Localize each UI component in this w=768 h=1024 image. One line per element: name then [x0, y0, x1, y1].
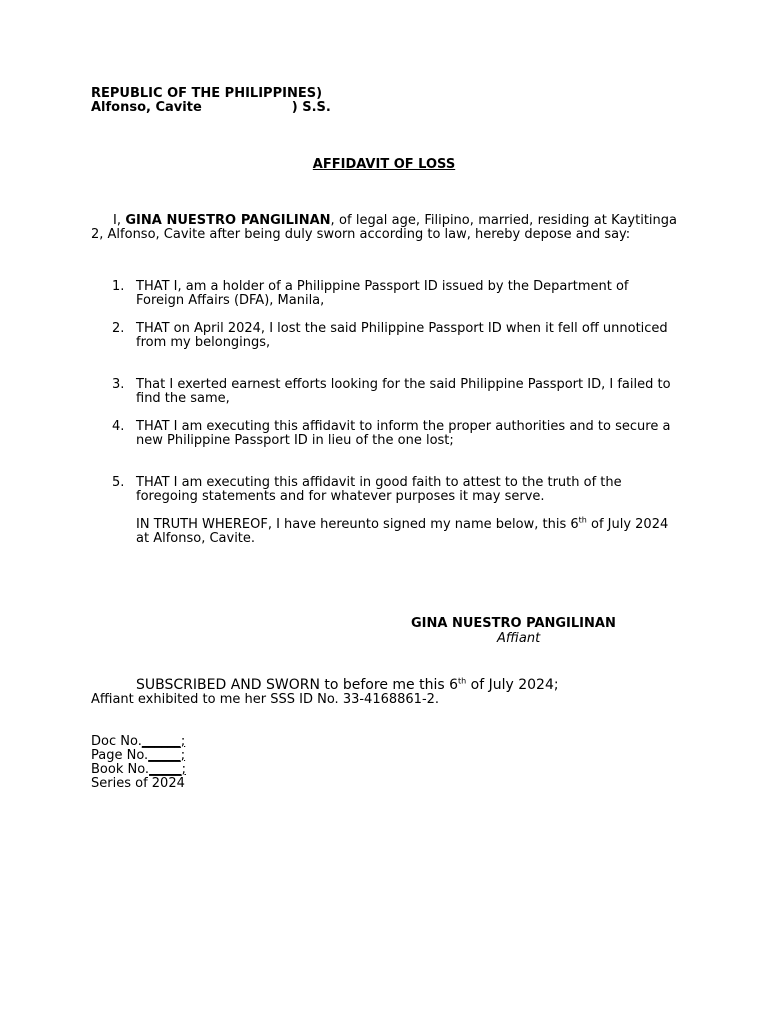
venue-block — [91, 87, 331, 115]
jurat-id-exhibit: Affiant exhibited to me her SSS ID No. 33-4168861-2. — [91, 692, 440, 707]
notarial-registry — [91, 735, 186, 791]
signature-name: GINA NUESTRO PANGILINAN — [411, 616, 616, 631]
truth-text-end: of July 2024 at Alfonso, Cavite. — [136, 517, 669, 546]
book-no-label: Book No. — [91, 762, 150, 777]
intro-rest: , of legal age, Filipino, married, residing at Kaytitinga 2, Alfonso, Cavite after being duly sworn according to law, hereby depose and say: — [91, 213, 677, 242]
venue-place: Alfonso, Cavite — [91, 100, 202, 115]
intro-prefix: I, — [113, 213, 126, 228]
doc-no-blank: ______; — [141, 734, 186, 749]
list-item-number: 3. — [112, 377, 125, 392]
truth-whereof-paragraph — [136, 515, 672, 546]
doc-no-label: Doc No. — [91, 734, 142, 749]
jurat-text-end: of July 2024; — [466, 677, 559, 693]
book-no-line — [91, 763, 186, 777]
jurat-subscribed — [136, 678, 559, 692]
list-item-text: THAT on April 2024, I lost the said Philippine Passport ID when it fell off unnoticed from my belongings, — [136, 321, 668, 350]
document-title: AFFIDAVIT OF LOSS — [312, 157, 456, 172]
truth-ordinal-suffix: th — [578, 515, 587, 525]
series-line: Series of 2024 — [91, 776, 185, 791]
list-item-number: 4. — [112, 419, 125, 434]
list-item-text: That I exerted earnest efforts looking for the said Philippine Passport ID, I failed to find the same, — [136, 377, 671, 406]
list-item-number: 5. — [112, 475, 125, 490]
intro-paragraph — [91, 214, 677, 242]
list-item-text: THAT I am executing this affidavit in good faith to attest to the truth of the foregoing statements and for whatever purposes it may serve. — [136, 475, 622, 504]
venue-place-line — [91, 101, 331, 115]
page-no-line — [91, 749, 186, 763]
list-item-number: 1. — [112, 279, 125, 294]
list-item-number: 2. — [112, 321, 125, 336]
list-item-text: THAT I, am a holder of a Philippine Passport ID issued by the Department of Foreign Affairs (DFA), Manila, — [136, 279, 629, 308]
venue-country: REPUBLIC OF THE PHILIPPINES) — [91, 86, 323, 101]
list-item-text: THAT I am executing this affidavit to inform the proper authorities and to secure a new Philippine Passport ID in lieu of the one lost; — [136, 419, 671, 448]
book-no-blank: _____; — [149, 762, 186, 777]
doc-no-line — [91, 735, 186, 749]
affiant-name-inline: GINA NUESTRO PANGILINAN — [125, 213, 331, 228]
truth-text-start: IN TRUTH WHEREOF, I have hereunto signed my name below, this 6 — [136, 517, 579, 532]
page-no-label: Page No. — [91, 748, 149, 763]
jurat-ordinal-suffix: th — [458, 676, 467, 686]
venue-ss: ) S.S. — [291, 100, 331, 115]
signature-role: Affiant — [497, 631, 541, 646]
page-no-blank: _____; — [148, 748, 186, 763]
jurat-text-start: SUBSCRIBED AND SWORN to before me this 6 — [136, 677, 458, 693]
